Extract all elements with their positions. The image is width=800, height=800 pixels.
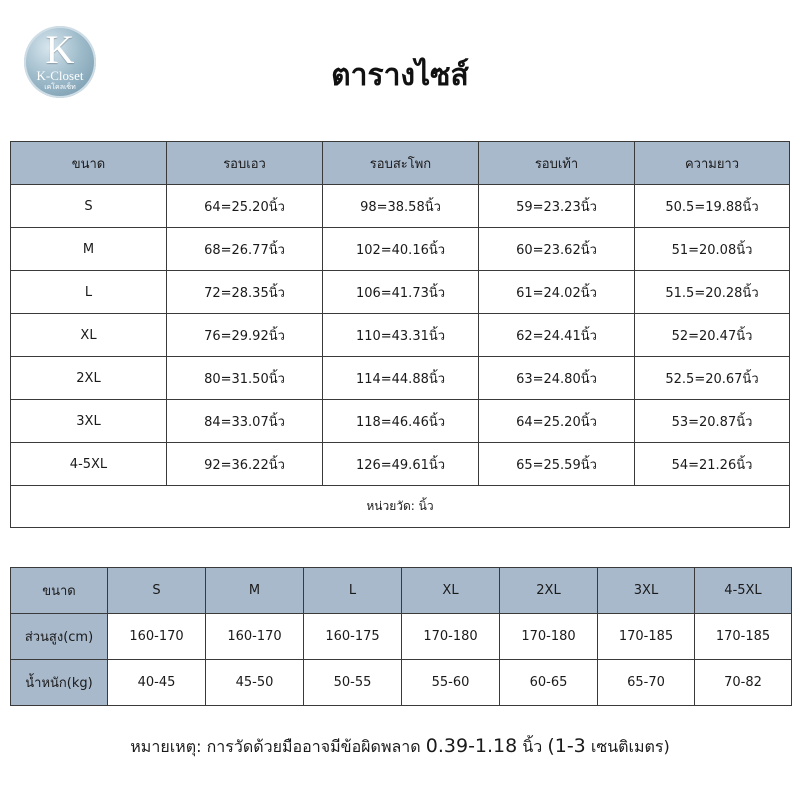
size-measurement-table: [10, 141, 790, 528]
hip-cell: 114=44.88นิ้ว: [323, 357, 479, 400]
table-header-row: [11, 142, 790, 185]
weight-cell: 60-65: [500, 660, 598, 706]
height-cell: 160-175: [304, 614, 402, 660]
height-cell: 170-180: [500, 614, 598, 660]
size-col-header: XL: [402, 568, 500, 614]
leg-opening-cell: 62=24.41นิ้ว: [479, 314, 635, 357]
waist-cell: 92=36.22นิ้ว: [167, 443, 323, 486]
weight-cell: 65-70: [598, 660, 695, 706]
note-unit-cm: เซนติเมตร): [585, 737, 670, 756]
hip-cell: 118=46.46นิ้ว: [323, 400, 479, 443]
table-row: [11, 400, 790, 443]
weight-cell: 40-45: [108, 660, 206, 706]
table-row: [11, 357, 790, 400]
table-header-row: [11, 568, 792, 614]
note-range-cm: (1-3: [547, 735, 586, 757]
weight-label: น้ำหนัก(kg): [11, 660, 108, 706]
unit-note: หน่วยวัด: นิ้ว: [11, 486, 790, 528]
height-row: [11, 614, 792, 660]
hip-cell: 106=41.73นิ้ว: [323, 271, 479, 314]
hip-cell: 102=40.16นิ้ว: [323, 228, 479, 271]
size-cell: S: [11, 185, 167, 228]
leg-opening-cell: 64=25.20นิ้ว: [479, 400, 635, 443]
logo-subtitle: เคโคลเซ็ท: [44, 83, 76, 91]
size-cell: M: [11, 228, 167, 271]
size-cell: 4-5XL: [11, 443, 167, 486]
size-col-header: 4-5XL: [695, 568, 792, 614]
size-col-header: L: [304, 568, 402, 614]
length-cell: 51=20.08นิ้ว: [635, 228, 790, 271]
height-label: ส่วนสูง(cm): [11, 614, 108, 660]
measurement-note: [0, 732, 800, 761]
size-cell: 2XL: [11, 357, 167, 400]
height-cell: 160-170: [108, 614, 206, 660]
height-cell: 160-170: [206, 614, 304, 660]
header-length: ความยาว: [635, 142, 790, 185]
weight-cell: 50-55: [304, 660, 402, 706]
length-cell: 54=21.26นิ้ว: [635, 443, 790, 486]
length-cell: 51.5=20.28นิ้ว: [635, 271, 790, 314]
unit-row: [11, 486, 790, 528]
table-row: [11, 443, 790, 486]
size-col-header: 3XL: [598, 568, 695, 614]
table-row: [11, 314, 790, 357]
table-row: [11, 185, 790, 228]
length-cell: 50.5=19.88นิ้ว: [635, 185, 790, 228]
length-cell: 52=20.47นิ้ว: [635, 314, 790, 357]
weight-cell: 55-60: [402, 660, 500, 706]
note-prefix: หมายเหตุ: การวัดด้วยมืออาจมีข้อผิดพลาด: [130, 737, 426, 756]
waist-cell: 76=29.92นิ้ว: [167, 314, 323, 357]
fit-guide-table: [10, 567, 792, 706]
header-leg-opening: รอบเท้า: [479, 142, 635, 185]
leg-opening-cell: 59=23.23นิ้ว: [479, 185, 635, 228]
waist-cell: 80=31.50นิ้ว: [167, 357, 323, 400]
table-row: [11, 228, 790, 271]
length-cell: 52.5=20.67นิ้ว: [635, 357, 790, 400]
leg-opening-cell: 61=24.02นิ้ว: [479, 271, 635, 314]
header-hip: รอบสะโพก: [323, 142, 479, 185]
table-row: [11, 271, 790, 314]
hip-cell: 110=43.31นิ้ว: [323, 314, 479, 357]
weight-row: [11, 660, 792, 706]
size-cell: XL: [11, 314, 167, 357]
size-col-header: M: [206, 568, 304, 614]
leg-opening-cell: 65=25.59นิ้ว: [479, 443, 635, 486]
leg-opening-cell: 60=23.62นิ้ว: [479, 228, 635, 271]
height-cell: 170-185: [695, 614, 792, 660]
leg-opening-cell: 63=24.80นิ้ว: [479, 357, 635, 400]
note-range-inches: 0.39-1.18: [425, 735, 518, 757]
header-size: ขนาด: [11, 142, 167, 185]
length-cell: 53=20.87นิ้ว: [635, 400, 790, 443]
waist-cell: 72=28.35นิ้ว: [167, 271, 323, 314]
waist-cell: 68=26.77นิ้ว: [167, 228, 323, 271]
size-col-header: S: [108, 568, 206, 614]
note-unit-inches: นิ้ว: [517, 737, 548, 756]
size-col-header: 2XL: [500, 568, 598, 614]
logo-name: K-Closet: [36, 68, 84, 83]
page-title: ตารางไซส์: [331, 58, 469, 93]
hip-cell: 126=49.61นิ้ว: [323, 443, 479, 486]
header-size: ขนาด: [11, 568, 108, 614]
header-waist: รอบเอว: [167, 142, 323, 185]
height-cell: 170-185: [598, 614, 695, 660]
size-cell: L: [11, 271, 167, 314]
height-cell: 170-180: [402, 614, 500, 660]
weight-cell: 70-82: [695, 660, 792, 706]
waist-cell: 84=33.07นิ้ว: [167, 400, 323, 443]
size-cell: 3XL: [11, 400, 167, 443]
waist-cell: 64=25.20นิ้ว: [167, 185, 323, 228]
weight-cell: 45-50: [206, 660, 304, 706]
hip-cell: 98=38.58นิ้ว: [323, 185, 479, 228]
logo-letter: K: [45, 27, 75, 72]
